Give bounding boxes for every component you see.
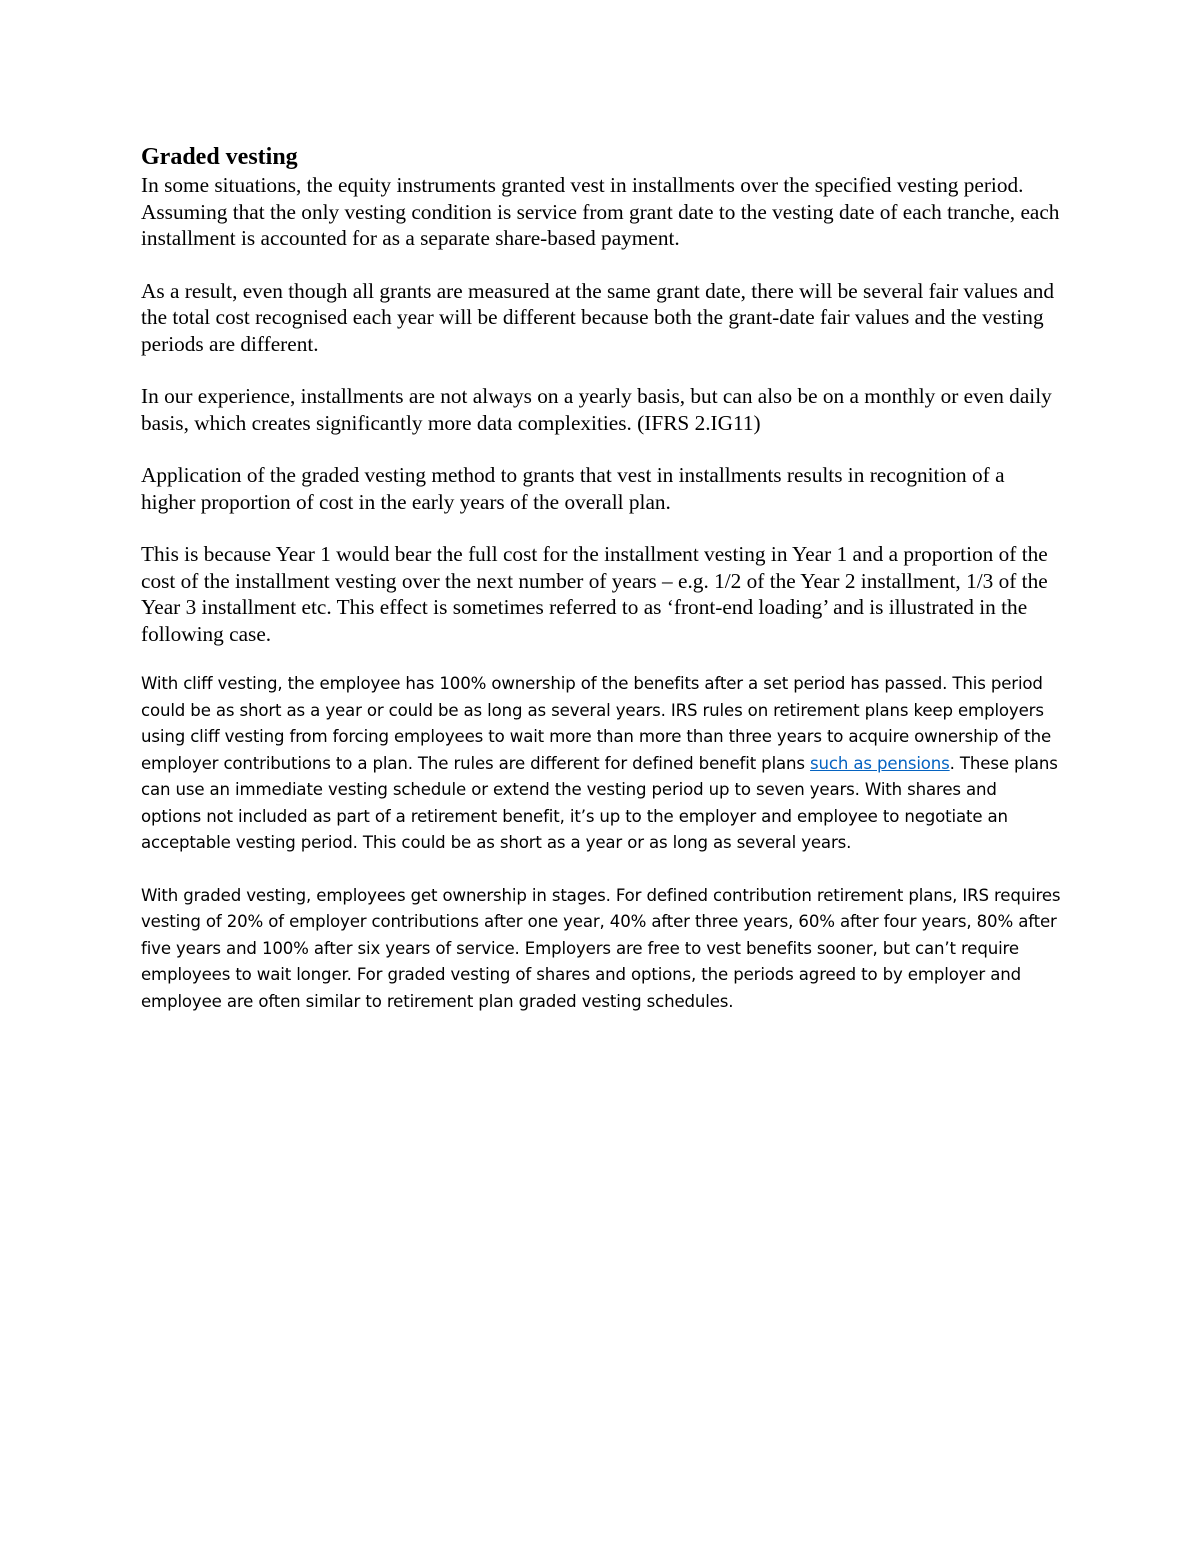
paragraph-cliff-vesting [141,671,1061,857]
pensions-link[interactable]: such as pensions [810,753,950,773]
paragraph-experience: In our experience, installments are not always on a yearly basis, but can also be on a monthly or even daily basis, which creates significantly more data complexities. (IFRS 2.IG11) [141,384,1052,435]
paragraph-installments: In some situations, the equity instruments granted vest in installments over the specified vesting period. Assuming that the only vesting condition is service from grant date to the vesting date of each tranche, each installment is accounted for as a separate share-based payment. [141,173,1060,250]
paragraph-front-end-loading: This is because Year 1 would bear the full cost for the installment vesting in Year 1 and a proportion of the cost of the installment vesting over the next number of years – e.g. 1/2 of the Year 2 installment, 1/3 of the Year 3 installment etc. This effect is sometimes referred to as ‘front-end loading’ and is illustrated in the following case. [141,542,1048,646]
paragraph-graded-vesting: With graded vesting, employees get ownership in stages. For defined contribution retirement plans, IRS requires vesting of 20% of employer contributions after one year, 40% after three years, 60% after four years, 80% after five years and 100% after six years of service. Employers are free to vest benefits sooner, but can’t require employees to wait longer. For graded vesting of shares and options, the periods agreed to by employer and employee are often similar to retirement plan graded vesting schedules. [141,885,1061,1011]
cliff-text-before-link: With cliff vesting, the employee has 100% ownership of the benefits after a set period has passed. This period could be as short as a year or could be as long as several years. IRS rules on retirement plans keep employers using cliff vesting from forcing employees to wait more than more than three years to acquire ownership of the employer contributions to a plan. The rules are different for defined benefit plans [141,674,1052,773]
section-heading: Graded vesting [141,144,298,170]
cliff-text-after-link: . These plans can use an immediate vesting schedule or extend the vesting period up to seven years. With shares and options not included as part of a retirement benefit, it’s up to the employer and employee to negotiate an acceptable vesting period. This could be as short as a year or as long as several years. [141,753,1058,852]
paragraph-application: Application of the graded vesting method to grants that vest in installments results in recognition of a higher proportion of cost in the early years of the overall plan. [141,463,1005,514]
paragraph-fair-values: As a result, even though all grants are measured at the same grant date, there will be several fair values and the total cost recognised each year will be different because both the grant-date fair values and the vesting periods are different. [141,278,1055,356]
document-page [141,142,1061,1015]
